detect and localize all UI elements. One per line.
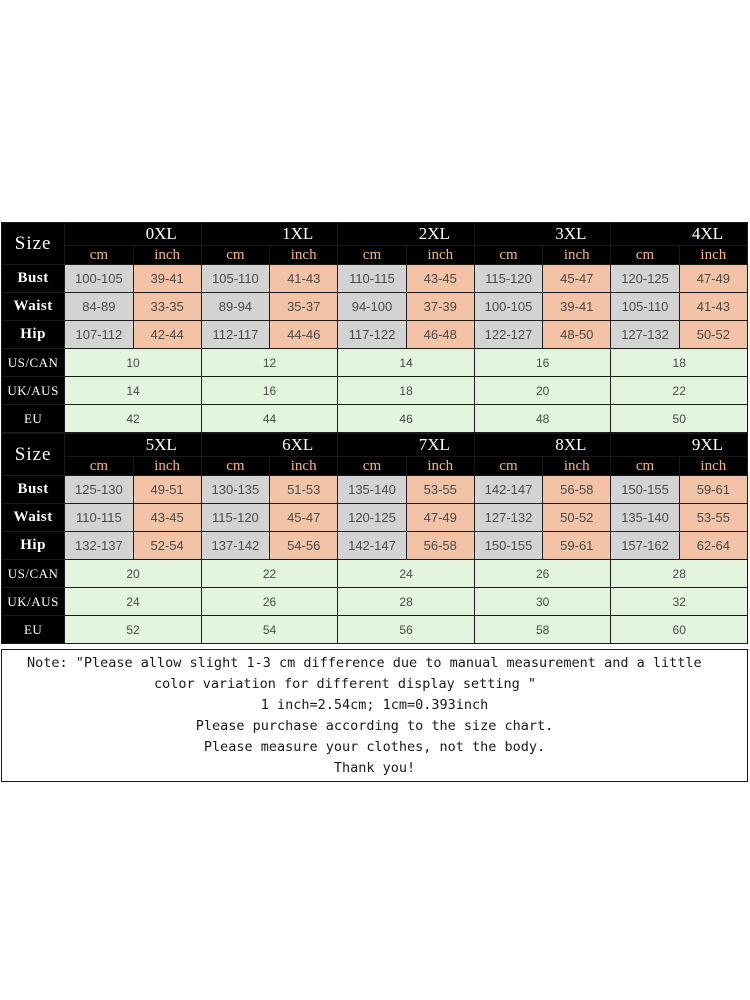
us-can-size: 18 — [611, 349, 748, 377]
waist-inch-value: 35-37 — [270, 293, 338, 321]
bust-cm-value: 150-155 — [611, 476, 679, 504]
uk-aus-size: 32 — [611, 588, 748, 616]
eu-size: 58 — [474, 616, 611, 644]
note-line-1: Note: "Please allow slight 1-3 cm difference due to manual measurement and a little — [27, 655, 702, 671]
hip-inch-value: 62-64 — [679, 532, 747, 560]
size-name: 5XL — [65, 434, 202, 457]
unit-row — [2, 457, 748, 476]
unit-cm: cm — [338, 246, 406, 265]
hip-row — [2, 321, 748, 349]
eu-size: 42 — [65, 405, 202, 433]
unit-cm: cm — [474, 246, 542, 265]
hip-row — [2, 532, 748, 560]
waist-row — [2, 504, 748, 532]
us-can-label: US/CAN — [2, 560, 65, 588]
waist-label: Waist — [2, 293, 65, 321]
size-name: 8XL — [474, 434, 611, 457]
hip-label: Hip — [2, 532, 65, 560]
size-chart — [1, 222, 748, 644]
unit-cm: cm — [65, 246, 133, 265]
hip-label: Hip — [2, 321, 65, 349]
us-can-size: 10 — [65, 349, 202, 377]
hip-inch-value: 56-58 — [406, 532, 474, 560]
bust-inch-value: 39-41 — [133, 265, 201, 293]
bust-inch-value: 53-55 — [406, 476, 474, 504]
waist-cm-value: 94-100 — [338, 293, 406, 321]
bust-row — [2, 476, 748, 504]
waist-cm-value: 110-115 — [65, 504, 133, 532]
hip-cm-value: 137-142 — [201, 532, 269, 560]
waist-inch-value: 39-41 — [543, 293, 611, 321]
us-can-size: 28 — [611, 560, 748, 588]
hip-cm-value: 157-162 — [611, 532, 679, 560]
waist-cm-value: 100-105 — [474, 293, 542, 321]
waist-cm-value: 120-125 — [338, 504, 406, 532]
us-can-size: 22 — [201, 560, 338, 588]
bust-cm-value: 142-147 — [474, 476, 542, 504]
us-can-row — [2, 349, 748, 377]
eu-size: 60 — [611, 616, 748, 644]
unit-cm: cm — [65, 457, 133, 476]
bust-inch-value: 49-51 — [133, 476, 201, 504]
waist-inch-value: 43-45 — [133, 504, 201, 532]
hip-inch-value: 59-61 — [543, 532, 611, 560]
unit-cm: cm — [201, 246, 269, 265]
eu-label: EU — [2, 616, 65, 644]
hip-inch-value: 42-44 — [133, 321, 201, 349]
bust-cm-value: 135-140 — [338, 476, 406, 504]
waist-cm-value: 84-89 — [65, 293, 133, 321]
eu-row — [2, 616, 748, 644]
bust-inch-value: 41-43 — [270, 265, 338, 293]
size-name: 7XL — [338, 434, 475, 457]
hip-cm-value: 107-112 — [65, 321, 133, 349]
size-table — [1, 222, 748, 644]
hip-cm-value: 132-137 — [65, 532, 133, 560]
eu-size: 46 — [338, 405, 475, 433]
eu-size: 56 — [338, 616, 475, 644]
waist-label: Waist — [2, 504, 65, 532]
uk-aus-size: 20 — [474, 377, 611, 405]
size-name: 9XL — [611, 434, 748, 457]
eu-row — [2, 405, 748, 433]
uk-aus-row — [2, 377, 748, 405]
size-label: Size — [2, 434, 65, 476]
uk-aus-size: 22 — [611, 377, 748, 405]
size-header-row — [2, 223, 748, 246]
bust-row — [2, 265, 748, 293]
bust-cm-value: 120-125 — [611, 265, 679, 293]
waist-inch-value: 41-43 — [679, 293, 747, 321]
hip-cm-value: 150-155 — [474, 532, 542, 560]
size-note — [1, 649, 748, 782]
uk-aus-label: UK/AUS — [2, 377, 65, 405]
waist-row — [2, 293, 748, 321]
waist-inch-value: 33-35 — [133, 293, 201, 321]
note-line-4: Please purchase according to the size chart. — [195, 718, 554, 734]
unit-inch: inch — [133, 246, 201, 265]
bust-inch-value: 51-53 — [270, 476, 338, 504]
eu-size: 50 — [611, 405, 748, 433]
hip-inch-value: 52-54 — [133, 532, 201, 560]
unit-inch: inch — [543, 457, 611, 476]
eu-label: EU — [2, 405, 65, 433]
hip-cm-value: 117-122 — [338, 321, 406, 349]
unit-row — [2, 246, 748, 265]
waist-inch-value: 37-39 — [406, 293, 474, 321]
bust-cm-value: 105-110 — [201, 265, 269, 293]
size-name: 2XL — [338, 223, 475, 246]
hip-inch-value: 50-52 — [679, 321, 747, 349]
unit-inch: inch — [406, 457, 474, 476]
size-name: 3XL — [474, 223, 611, 246]
us-can-size: 12 — [201, 349, 338, 377]
note-line-2: color variation for different display setting " — [154, 676, 537, 692]
hip-cm-value: 112-117 — [201, 321, 269, 349]
bust-cm-value: 125-130 — [65, 476, 133, 504]
uk-aus-size: 28 — [338, 588, 475, 616]
us-can-size: 24 — [338, 560, 475, 588]
eu-size: 52 — [65, 616, 202, 644]
size-header-row — [2, 434, 748, 457]
uk-aus-size: 26 — [201, 588, 338, 616]
waist-cm-value: 135-140 — [611, 504, 679, 532]
us-can-size: 20 — [65, 560, 202, 588]
hip-cm-value: 127-132 — [611, 321, 679, 349]
bust-cm-value: 100-105 — [65, 265, 133, 293]
uk-aus-size: 16 — [201, 377, 338, 405]
bust-inch-value: 43-45 — [406, 265, 474, 293]
note-line-6: Thank you! — [333, 760, 416, 776]
us-can-row — [2, 560, 748, 588]
eu-size: 54 — [201, 616, 338, 644]
bust-label: Bust — [2, 265, 65, 293]
waist-inch-value: 47-49 — [406, 504, 474, 532]
hip-inch-value: 46-48 — [406, 321, 474, 349]
waist-cm-value: 115-120 — [201, 504, 269, 532]
bust-label: Bust — [2, 476, 65, 504]
unit-cm: cm — [201, 457, 269, 476]
size-name: 6XL — [201, 434, 338, 457]
us-can-size: 14 — [338, 349, 475, 377]
unit-inch: inch — [406, 246, 474, 265]
uk-aus-size: 24 — [65, 588, 202, 616]
bust-cm-value: 115-120 — [474, 265, 542, 293]
bust-cm-value: 130-135 — [201, 476, 269, 504]
waist-inch-value: 50-52 — [543, 504, 611, 532]
bust-inch-value: 56-58 — [543, 476, 611, 504]
hip-cm-value: 142-147 — [338, 532, 406, 560]
unit-inch: inch — [133, 457, 201, 476]
uk-aus-size: 30 — [474, 588, 611, 616]
hip-cm-value: 122-127 — [474, 321, 542, 349]
unit-inch: inch — [679, 457, 747, 476]
eu-size: 44 — [201, 405, 338, 433]
uk-aus-size: 18 — [338, 377, 475, 405]
hip-inch-value: 48-50 — [543, 321, 611, 349]
waist-cm-value: 127-132 — [474, 504, 542, 532]
bust-cm-value: 110-115 — [338, 265, 406, 293]
unit-cm: cm — [338, 457, 406, 476]
us-can-size: 16 — [474, 349, 611, 377]
bust-inch-value: 59-61 — [679, 476, 747, 504]
waist-inch-value: 45-47 — [270, 504, 338, 532]
unit-cm: cm — [611, 246, 679, 265]
uk-aus-row — [2, 588, 748, 616]
hip-inch-value: 54-56 — [270, 532, 338, 560]
size-name: 4XL — [611, 223, 748, 246]
unit-cm: cm — [474, 457, 542, 476]
uk-aus-label: UK/AUS — [2, 588, 65, 616]
note-line-3: 1 inch=2.54cm; 1cm=0.393inch — [260, 697, 489, 713]
us-can-size: 26 — [474, 560, 611, 588]
size-name: 1XL — [201, 223, 338, 246]
unit-cm: cm — [611, 457, 679, 476]
waist-cm-value: 89-94 — [201, 293, 269, 321]
unit-inch: inch — [679, 246, 747, 265]
eu-size: 48 — [474, 405, 611, 433]
uk-aus-size: 14 — [65, 377, 202, 405]
hip-inch-value: 44-46 — [270, 321, 338, 349]
size-name: 0XL — [65, 223, 202, 246]
size-label: Size — [2, 223, 65, 265]
unit-inch: inch — [543, 246, 611, 265]
bust-inch-value: 45-47 — [543, 265, 611, 293]
unit-inch: inch — [270, 246, 338, 265]
waist-inch-value: 53-55 — [679, 504, 747, 532]
waist-cm-value: 105-110 — [611, 293, 679, 321]
bust-inch-value: 47-49 — [679, 265, 747, 293]
note-line-5: Please measure your clothes, not the body. — [203, 739, 546, 755]
unit-inch: inch — [270, 457, 338, 476]
us-can-label: US/CAN — [2, 349, 65, 377]
